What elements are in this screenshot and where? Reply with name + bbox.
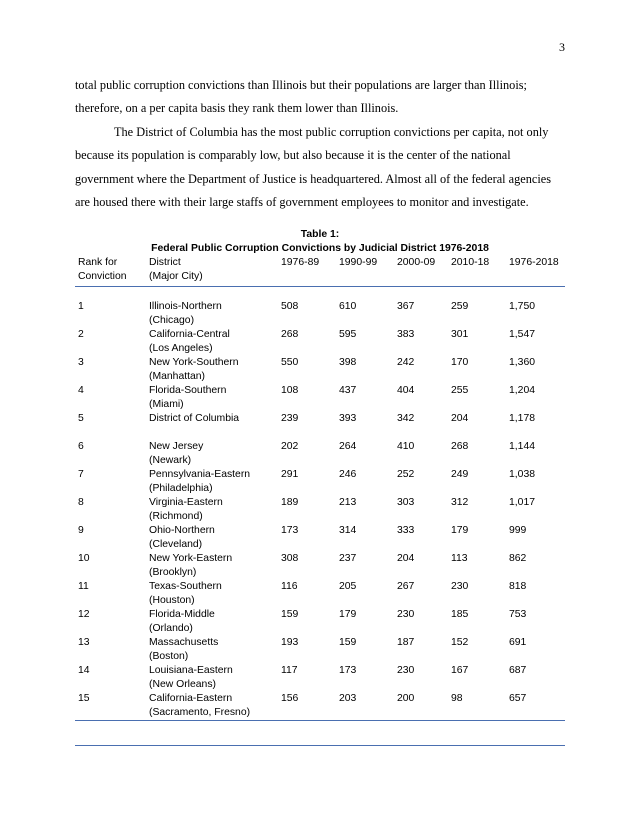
cell-rank: 12 [78,609,90,620]
district-name: California-Central [149,329,230,340]
cell-2000-09: 204 [397,553,415,564]
district-name: Florida-Southern [149,385,227,396]
cell-1976-2018: 999 [509,525,527,536]
header-1990-99: 1990-99 [339,256,397,287]
cell-1976-2018: 1,360 [509,357,536,368]
cell-2010-18: 179 [451,525,469,536]
cell-rank: 3 [78,357,84,368]
cell-2010-18: 152 [451,637,469,648]
cell-1990-99: 213 [339,497,357,508]
header-district: District (Major City) [149,256,281,287]
cell-2010-18: 170 [451,357,469,368]
district-name: New York-Eastern [149,553,233,564]
cell-1990-99: 393 [339,413,357,424]
cell-1976-2018: 657 [509,692,565,721]
cell-1976-2018: 753 [509,609,527,620]
cell-district [149,664,281,692]
table-row [75,524,565,552]
cell-1976-2018: 1,038 [509,469,536,480]
cell-rank: 4 [78,385,84,396]
district-city: (Los Angeles) [149,343,213,354]
cell-district [149,496,281,524]
cell-1976-2018: 1,750 [509,301,536,312]
cell-2000-09: 410 [397,441,415,452]
district-name: New York-Southern [149,357,239,368]
paragraph-continuation: total public corruption convictions than Illinois but their populations are larger than Illinois; therefore, on a per capita basis they rank them lower than Illinois. [75,78,527,116]
header-2010-18: 2010-18 [451,256,509,287]
cell-1990-99: 179 [339,609,357,620]
district-city: (New Orleans) [149,679,216,690]
table-row [75,468,565,496]
cell-1976-89: 108 [281,385,299,396]
cell-2000-09: 242 [397,357,415,368]
cell-1976-89: 116 [281,581,298,592]
table-body [75,287,565,721]
cell-rank: 14 [78,665,90,676]
paragraph-dc: The District of Columbia has the most public corruption convictions per capita, not only because its population is comparably low, but also because it is the center of the national government where the Department of Justice is headquartered. Almost all of the federal agencies are housed there with their large staffs of government employees to monitor and investigate. [75,124,551,210]
district-city: (Chicago) [149,315,195,326]
cell-district [149,287,281,329]
cell-district [149,412,281,440]
cell-2010-18: 301 [451,329,469,340]
cell-rank: 9 [78,525,84,536]
cell-district [149,692,281,721]
cell-1990-99: 237 [339,553,357,564]
cell-2010-18: 230 [451,581,469,592]
district-city: (Miami) [149,399,184,410]
convictions-table [75,256,565,721]
cell-1976-2018: 818 [509,581,527,592]
cell-1976-89: 550 [281,357,299,368]
table-row [75,356,565,384]
cell-2000-09: 230 [397,609,415,620]
cell-1976-89: 508 [281,301,299,312]
cell-2010-18: 113 [451,553,468,564]
cell-1976-89: 117 [281,665,298,676]
cell-2000-09: 303 [397,497,415,508]
cell-1990-99: 437 [339,385,357,396]
cell-2000-09: 367 [397,301,415,312]
district-city: (Newark) [149,455,192,466]
cell-rank: 13 [78,637,90,648]
header-2000-09: 2000-09 [397,256,451,287]
cell-1976-89: 173 [281,525,299,536]
table-row [75,552,565,580]
cell-2010-18: 185 [451,609,469,620]
cell-1976-89: 291 [281,469,299,480]
table-row [75,440,565,468]
cell-2010-18: 268 [451,441,469,452]
cell-district [149,440,281,468]
district-city: (Philadelphia) [149,483,213,494]
cell-1976-89: 189 [281,497,299,508]
header-1976-89: 1976-89 [281,256,339,287]
table-header-row [75,256,565,287]
cell-2010-18: 259 [451,301,469,312]
cell-rank: 15 [75,692,149,721]
cell-2000-09: 252 [397,469,415,480]
table-row [75,692,565,721]
cell-1976-89: 159 [281,609,299,620]
cell-1990-99: 159 [339,637,357,648]
cell-1990-99: 398 [339,357,357,368]
district-name: Massachusetts [149,637,219,648]
cell-2000-09: 267 [397,581,415,592]
cell-2000-09: 200 [397,692,451,721]
cell-2010-18: 167 [451,665,469,676]
cell-district [149,636,281,664]
cell-district [149,328,281,356]
district-city: (Sacramento, Fresno) [149,707,251,718]
table-number: Table 1: [300,229,340,240]
cell-district [149,608,281,636]
table-row [75,287,565,329]
cell-2010-18: 98 [451,692,509,721]
cell-rank: 10 [78,553,90,564]
table-row [75,328,565,356]
cell-1976-89: 268 [281,329,299,340]
table-row [75,636,565,664]
cell-rank: 8 [78,497,84,508]
cell-district [149,552,281,580]
cell-1990-99: 595 [339,329,357,340]
cell-1976-2018: 1,178 [509,413,536,424]
table-row [75,664,565,692]
cell-1990-99: 314 [339,525,357,536]
table-row [75,384,565,412]
header-rank: Rank for Conviction [75,256,149,287]
district-name: Ohio-Northern [149,525,215,536]
body-text [75,74,565,214]
cell-1976-89: 193 [281,637,299,648]
district-name: Virginia-Eastern [149,497,223,508]
cell-2000-09: 230 [397,665,415,676]
table-title: Federal Public Corruption Convictions by Judicial District 1976-2018 [151,243,489,254]
cell-district [149,384,281,412]
cell-1976-89: 308 [281,553,299,564]
cell-1976-2018: 691 [509,637,527,648]
cell-1976-2018: 687 [509,665,527,676]
district-name: Illinois-Northern [149,301,222,312]
cell-2010-18: 255 [451,385,469,396]
cell-2000-09: 187 [397,637,415,648]
district-name: Florida-Middle [149,609,215,620]
district-city: (Orlando) [149,623,193,634]
cell-rank: 5 [78,413,84,424]
cell-1976-2018: 1,547 [509,329,536,340]
cell-rank: 6 [78,441,84,452]
cell-1990-99: 203 [339,692,397,721]
district-name: District of Columbia [149,413,240,424]
district-city: (Boston) [149,651,189,662]
district-city: (Cleveland) [149,539,203,550]
cell-2010-18: 204 [451,413,469,424]
district-name: California-Eastern [149,693,233,704]
district-city: (Houston) [149,595,195,606]
table-row [75,580,565,608]
cell-1976-2018: 1,017 [509,497,536,508]
cell-district [149,580,281,608]
cell-1976-89: 202 [281,441,299,452]
cell-2010-18: 312 [451,497,469,508]
cell-1976-89: 156 [281,692,339,721]
table-caption [75,228,565,256]
cell-2000-09: 342 [397,413,415,424]
table-row [75,608,565,636]
page-number: 3 [559,40,565,54]
cell-district [149,524,281,552]
cell-1990-99: 246 [339,469,357,480]
district-name: New Jersey [149,441,204,452]
cell-rank: 2 [78,329,84,340]
district-city: (Manhattan) [149,371,206,382]
cell-1976-2018: 1,204 [509,385,536,396]
cell-1976-2018: 862 [509,553,527,564]
header-1976-2018: 1976-2018 [509,256,565,287]
district-name: Pennsylvania-Eastern [149,469,251,480]
cell-2000-09: 333 [397,525,415,536]
cell-1990-99: 205 [339,581,357,592]
cell-district [149,356,281,384]
bottom-rule [75,745,565,746]
cell-1990-99: 173 [339,665,357,676]
cell-district [149,468,281,496]
cell-2010-18: 249 [451,469,469,480]
district-city: (Brooklyn) [149,567,197,578]
cell-1976-89: 239 [281,413,299,424]
cell-1990-99: 610 [339,301,357,312]
cell-1976-2018: 1,144 [509,441,536,452]
district-name: Texas-Southern [149,581,222,592]
table-row [75,412,565,440]
cell-rank: 7 [78,469,84,480]
table-row [75,496,565,524]
district-name: Louisiana-Eastern [149,665,233,676]
cell-rank: 11 [78,581,89,592]
cell-2000-09: 404 [397,385,415,396]
cell-2000-09: 383 [397,329,415,340]
cell-rank: 1 [78,301,84,312]
cell-1990-99: 264 [339,441,357,452]
district-city: (Richmond) [149,511,203,522]
